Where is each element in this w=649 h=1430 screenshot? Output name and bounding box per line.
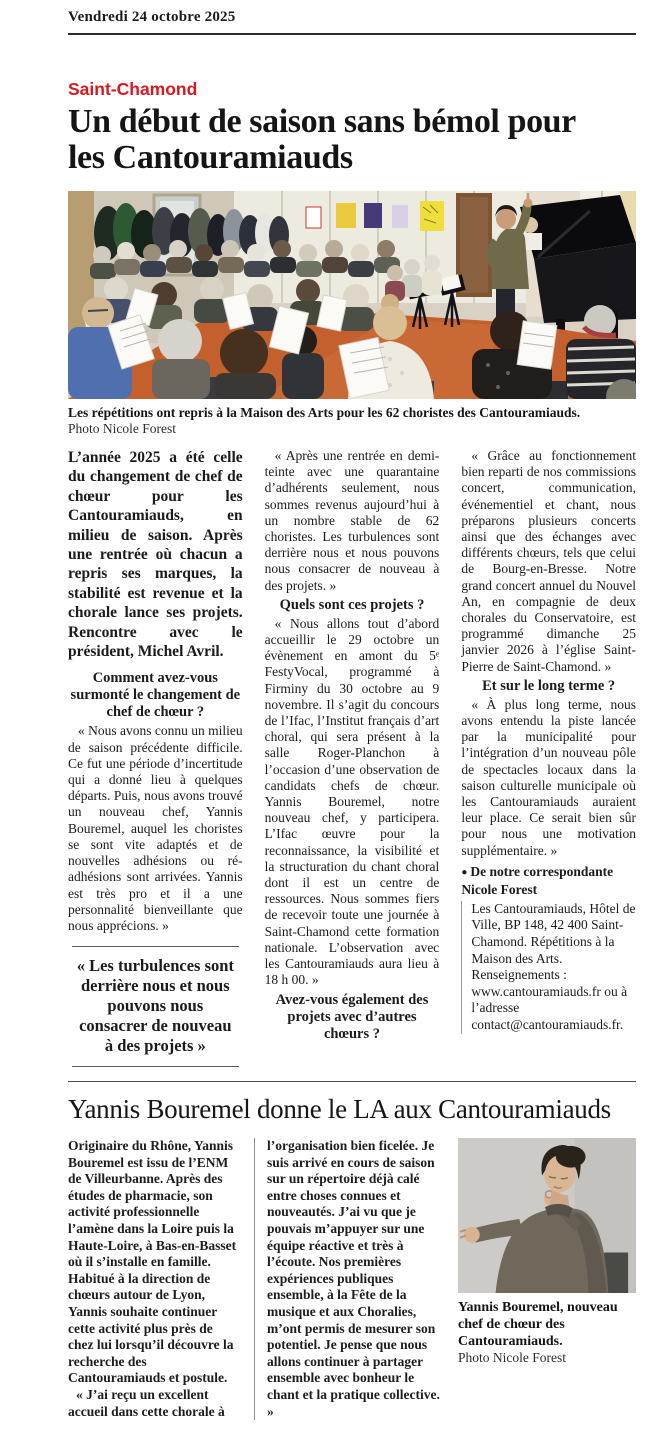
answer-projets: « Nous allons tout d’abord accueillir le 29 octobre un évènement en amont du 5ᵉ FestyVocal, programmé à Firminy du 30 octobre au 9 novembre. Il s’agit du concours de l’Ifac, l’Institut français d’art choral, qui sera présent à la salle Roger-Planchon à l’occasion d’une observation de candidats chefs de chœur. Yannis Bouremel, notre nouveau chef, y participera. L’Ifac œuvre pour la reconnaissance, la visibilité et la structuration du chant choral dont il est un centre de ressources. Nous sommes fiers de recevoir toute une journée à Saint-Chamond cette formation nationale. L’observation avec les Cantouramiauds aura lieu à 18 h 00. » bbox=[264, 615, 440, 988]
question-projets: Quels sont ces projets ? bbox=[279, 596, 425, 613]
bullet-icon: ● bbox=[461, 866, 468, 878]
choir-photo-credit: Photo Nicole Forest bbox=[68, 421, 176, 436]
answer-chef-change: « Nous avons connu un milieu de saison précédente difficile. Ce fut une période d’incertitude qui a donné lieu à quelques départs. Puis, nous avons trouvé un nouveau chef, Yannis Bouremel, auquel les choristes se sont vite adaptés et de nouvelles adhésions ou ré-adhésions sont arrivées. Yannis est très pro et il a une personnalité bienveillante que nous apprécions. » bbox=[68, 723, 243, 933]
answer-autres-choeurs: « Grâce au fonctionnement bien reparti de nos commissions concert, communication, événementiel et chant, nous préparons plusieurs concerts ainsi que des échanges avec différents chœurs, tels que celui de Bourg-en-Bresse. Notre grand concert annuel du Nouvel An, en compagnie de deux chorales du Conservatoire, est programmé dimanche 25 janvier 2026 à l’église Saint-Pierre de Saint-Chamond. » bbox=[461, 448, 636, 674]
main-article bbox=[68, 79, 636, 1067]
edition-date: Vendredi 24 octobre 2025 bbox=[68, 9, 236, 25]
answer-long-terme: « À plus long terme, nous avons entendu la piste lancée par la municipalité pour l’intégration d’un nouveau pôle de spectacles locaux dans la saison culturelle municipale où les Cantouramiauds auraient leur place. Ce serait bien sûr pour nous une motivation supplémentaire. » bbox=[461, 696, 636, 858]
choir-photo-illustration bbox=[68, 191, 636, 399]
answer-rentree: « Après une rentrée en demi-teinte avec une quarantaine d’adhérents seulement, nous sommes revenus aujourd’hui à un nombre stable de 62 choristes. Les turbulences sont derrière nous et nous pouvons nous consacrer de nouveau à des projets. » bbox=[264, 448, 440, 593]
portrait-photo bbox=[458, 1138, 636, 1420]
secondary-headline: Yannis Bouremel donne le LA aux Cantouramiauds bbox=[68, 1094, 611, 1125]
question-autres-choeurs: Avez-vous également des projets avec d’autres chœurs ? bbox=[275, 991, 429, 1042]
secondary-article bbox=[68, 1094, 636, 1420]
quote-paragraph: « J’ai reçu un excellent accueil dans cette chorale à l’organisation bien ficelée. Je suis arrivé en cours de saison sur un répertoire déjà calé entre choses connues et nouveautés. J’ai vu que je pouvais m’appuyer sur une équipe réactive et très à l’écoute. Nos premières expériences publiques ensemble, à la Fête de la musique et aux Choralies, m’ont permis de mesurer son potentiel. Je pense que nous allons continuer à partager ensemble avec bonheur le chant et la pratique collective. » bbox=[68, 1138, 440, 1419]
header-rule bbox=[68, 33, 636, 35]
choir-photo-captions bbox=[68, 404, 636, 437]
correspondent-byline bbox=[461, 863, 636, 898]
article-body bbox=[68, 448, 636, 1067]
lead-paragraph: L’année 2025 a été celle du changement de chef de chœur pour les Cantouramiauds, en milieu de saison. Après une rentrée où chacun a repris ses marques, la stabilité est revenue et la chorale lance ses projets. Rencontre avec le président, Michel Avril. bbox=[68, 449, 243, 661]
contact-infobox: Les Cantouramiauds, Hôtel de Ville, BP 148, 42 400 Saint-Chamond. Répétitions à la Maison des Arts. Renseignements : www.cantouramiauds.fr ou à l’adresse contact@cantouramiauds.fr. bbox=[461, 901, 636, 1034]
pull-quote: « Les turbulences sont derrière nous et nous pouvons nous consacrer de nouveau à des projets » bbox=[72, 946, 239, 1067]
choir-photo bbox=[68, 191, 636, 437]
section-kicker: Saint-Chamond bbox=[68, 79, 198, 99]
portrait-caption: Yannis Bouremel, nouveau chef de chœur des Cantouramiauds. bbox=[458, 1300, 618, 1350]
byline-name: Nicole Forest bbox=[461, 881, 538, 897]
question-long-terme: Et sur le long terme ? bbox=[482, 677, 616, 694]
question-chef-change: Comment avez-vous surmonté le changement de chef de chœur ? bbox=[70, 670, 241, 721]
main-headline: Un début de saison sans bémol pour les Cantouramiauds bbox=[68, 103, 576, 176]
bio-paragraph: Originaire du Rhône, Yannis Bouremel est issu de l’ENM de Villeurbanne. Après des études de pharmacie, son activité professionnelle l’amène dans la Loire puis la Haute-Loire, à Bas-en-Basset où il s’installe en famille. Habitué à la direction de chœurs autour de Lyon, Yannis souhaite continuer cette activité plus près de chez lui lorsqu’il découvre la recherche des Cantouramiauds et postule. bbox=[68, 1138, 237, 1386]
section-divider bbox=[68, 1081, 636, 1082]
secondary-article-body bbox=[68, 1138, 440, 1420]
page-header bbox=[68, 8, 636, 35]
portrait-photo-illustration bbox=[458, 1138, 636, 1293]
portrait-credit: Photo Nicole Forest bbox=[458, 1350, 566, 1366]
portrait-captions bbox=[458, 1299, 636, 1366]
byline-label: De notre correspondante bbox=[470, 863, 614, 879]
choir-photo-caption: Les répétitions ont repris à la Maison des Arts pour les 62 choristes des Cantouramiauds. bbox=[68, 405, 581, 420]
secondary-article-row bbox=[68, 1138, 636, 1420]
